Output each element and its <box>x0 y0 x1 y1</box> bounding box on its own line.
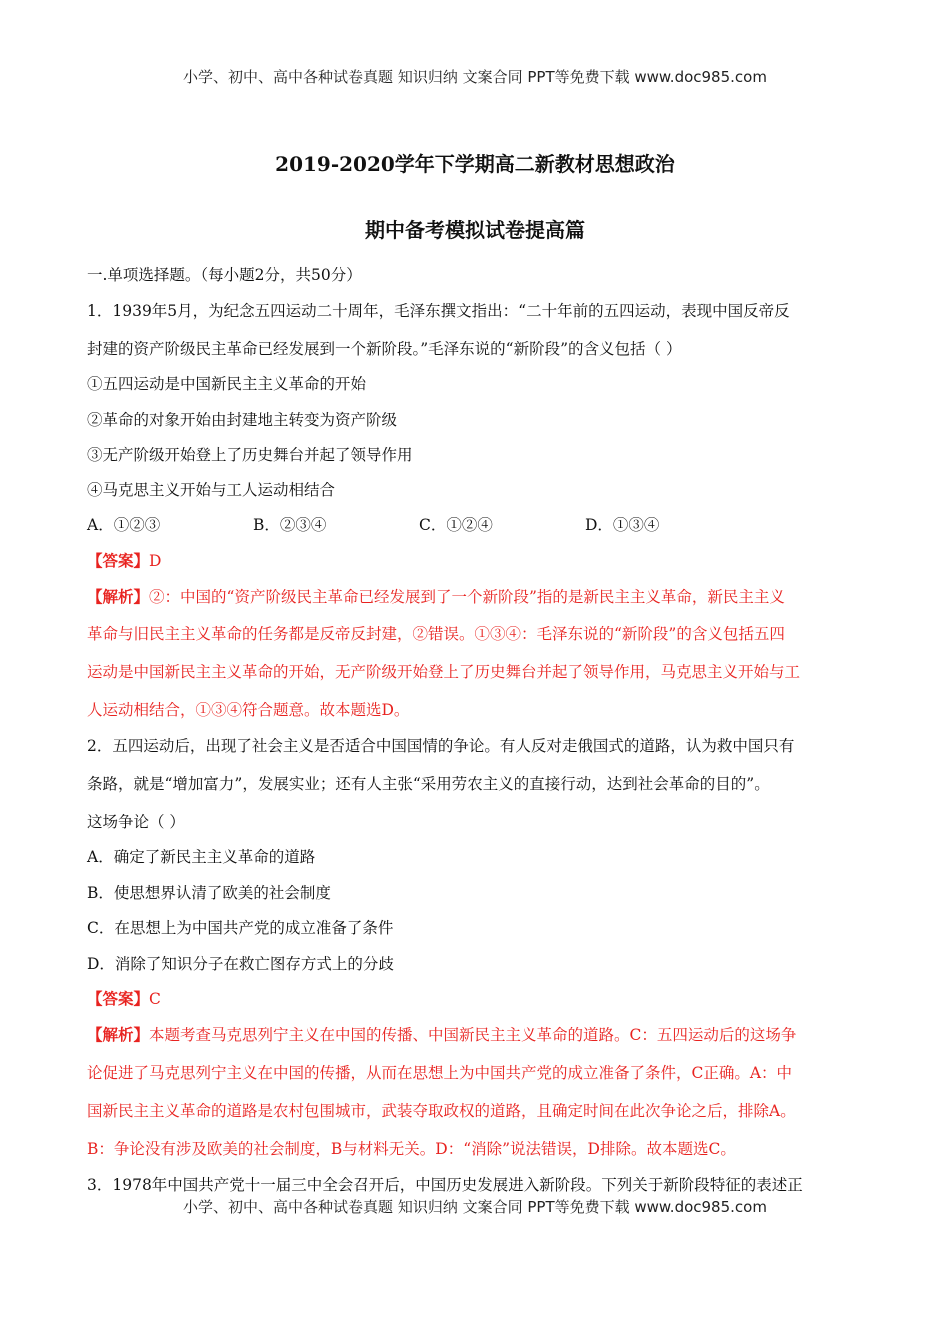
analysis-tag: 【解析】 <box>87 1025 150 1044</box>
q1-statement-4: ④马克思主义开始与工人运动相结合 <box>87 481 336 499</box>
q1-analysis-line3: 运动是中国新民主主义革命的开始，无产阶级开始登上了历史舞台并起了领导作用，马克思主义开始与工 <box>87 663 801 681</box>
answer-value: C <box>149 990 161 1008</box>
q1-answer <box>87 550 867 572</box>
q2-answer <box>87 988 867 1010</box>
answer-tag: 【答案】 <box>87 551 150 570</box>
page-footer: 小学、初中、高中各种试卷真题 知识归纳 文案合同 PPT等免费下载 www.doc985.com <box>183 1198 767 1216</box>
q1-stem-line1: 1．1939年5月，为纪念五四运动二十周年，毛泽东撰文指出：“二十年前的五四运动，表现中国反帝反 <box>87 302 790 320</box>
q2-option-c: C．在思想上为中国共产党的成立准备了条件 <box>87 919 394 937</box>
q2-stem-line2: 条路，就是“增加富力”，发展实业；还有人主张“采用劳农主义的直接行动，达到社会革命的目的”。 <box>87 775 770 793</box>
q1-options <box>87 514 867 536</box>
q1-option-c: C．①②④ <box>419 516 493 534</box>
q3-stem-line1: 3．1978年中国共产党十一届三中全会召开后，中国历史发展进入新阶段。下列关于新阶段特征的表述正 <box>87 1176 803 1194</box>
analysis-text: 本题考查马克思列宁主义在中国的传播、中国新民主主义革命的道路。C：五四运动后的这场争 <box>149 1026 797 1044</box>
section-heading: 一.单项选择题。（每小题2分，共50分） <box>87 266 362 284</box>
q2-option-b: B．使思想界认清了欧美的社会制度 <box>87 884 331 902</box>
q2-option-d: D．消除了知识分子在救亡图存方式上的分歧 <box>87 955 394 973</box>
q2-stem-line1: 2．五四运动后，出现了社会主义是否适合中国国情的争论。有人反对走俄国式的道路，认为救中国只有 <box>87 737 795 755</box>
q1-analysis-line1 <box>87 586 867 608</box>
q2-analysis-line4: B：争论没有涉及欧美的社会制度，B与材料无关。D：“消除”说法错误，D排除。故本题选C。 <box>87 1140 736 1158</box>
answer-value: D <box>149 552 162 570</box>
q2-analysis-line1 <box>87 1024 867 1046</box>
q1-option-d: D．①③④ <box>585 516 660 534</box>
analysis-tag: 【解析】 <box>87 587 150 606</box>
q1-analysis-line4: 人运动相结合，①③④符合题意。故本题选D。 <box>87 701 410 719</box>
q2-analysis-line3: 国新民主主义革命的道路是农村包围城市，武装夺取政权的道路，且确定时间在此次争论之后，排除A。 <box>87 1102 796 1120</box>
q1-option-a: A．①②③ <box>87 516 161 534</box>
q1-statement-2: ②革命的对象开始由封建地主转变为资产阶级 <box>87 411 398 429</box>
q1-analysis-line2: 革命与旧民主主义革命的任务都是反帝反封建，②错误。①③④：毛泽东说的“新阶段”的含义包括五四 <box>87 625 785 643</box>
answer-tag: 【答案】 <box>87 989 150 1008</box>
q1-option-b: B．②③④ <box>253 516 327 534</box>
analysis-text: ②：中国的“资产阶级民主革命已经发展到了一个新阶段”指的是新民主主义革命，新民主主义 <box>149 588 785 606</box>
q2-analysis-line2: 论促进了马克思列宁主义在中国的传播，从而在思想上为中国共产党的成立准备了条件，C正确。A：中 <box>87 1064 793 1082</box>
q2-option-a: A．确定了新民主主义革命的道路 <box>87 848 316 866</box>
page-header: 小学、初中、高中各种试卷真题 知识归纳 文案合同 PPT等免费下载 www.doc985.com <box>183 68 767 86</box>
q1-stem-line2: 封建的资产阶级民主革命已经发展到一个新阶段。”毛泽东说的“新阶段”的含义包括（ ） <box>87 340 682 358</box>
q1-statement-1: ①五四运动是中国新民主主义革命的开始 <box>87 375 367 393</box>
q2-stem-line3: 这场争论（ ） <box>87 813 185 831</box>
q1-statement-3: ③无产阶级开始登上了历史舞台并起了领导作用 <box>87 446 413 464</box>
document-title: 2019-2020学年下学期高二新教材思想政治 <box>275 152 675 176</box>
document-subtitle: 期中备考模拟试卷提高篇 <box>365 218 585 242</box>
